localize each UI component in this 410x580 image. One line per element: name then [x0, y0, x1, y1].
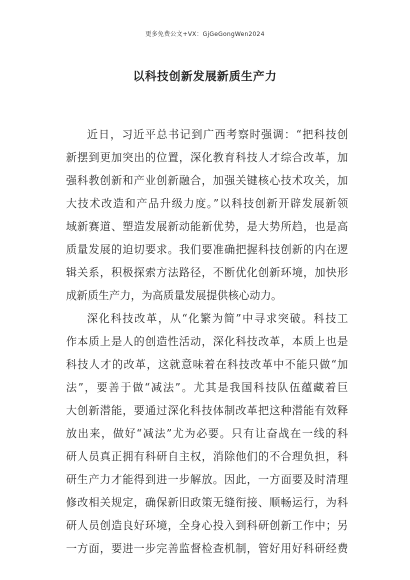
body-line: 深化科技改革，从“化繁为简”中寻求突破。科技工	[87, 312, 348, 325]
body-line: 近日，习近平总书记到广西考察时强调：“把科技创	[87, 128, 348, 141]
body-line: 研生产力才能得到进一步解放。因此，一方面要及时清理	[66, 473, 348, 486]
body-line: 放出来，做好“减法”尤为必要。只有让奋战在一线的科	[66, 427, 348, 440]
body-line: 法”，要善于做“减法”。尤其是我国科技队伍蕴藏着巨	[66, 381, 348, 394]
body-line: 科技人才的改革，这就意味着在科技改革中不能只做“加	[66, 358, 348, 371]
body-line: 域新赛道、塑造发展新动能新优势，是大势所趋，也是高	[66, 220, 348, 233]
body-line: 大创新潜能，要通过深化科技体制改革把这种潜能有效释	[66, 404, 348, 417]
header-note: 更多免费公文+VX：GjGeGongWen2024	[145, 31, 265, 38]
body-line: 研人员创造良好环境，全身心投入到科研创新工作中；另	[66, 519, 348, 532]
body-line: 强科教创新和产业创新融合，加强关键核心技术攻关，加	[66, 174, 348, 187]
body-line: 修改相关规定，确保新旧政策无缝衔接、顺畅运行，为科	[66, 496, 348, 509]
body-line: 辑关系，积极探索方法路径，不断优化创新环境，加快形	[66, 266, 348, 279]
body-line: 新摆到更加突出的位置，深化教育科技人才综合改革，加	[66, 151, 348, 164]
body-line: 作本质上是人的创造性活动，深化科技改革，本质上也是	[66, 335, 348, 348]
body-line: 大技术改造和产品升级力度。”以科技创新开辟发展新领	[66, 197, 348, 210]
document-title: 以科技创新发展新质生产力	[133, 69, 277, 83]
document-body	[66, 123, 348, 560]
body-line: 成新质生产力，为高质量发展提供核心动力。	[66, 289, 282, 302]
body-line: 一方面，要进一步完善监督检查机制，管好用好科研经费	[66, 542, 348, 555]
body-line: 研人员真正拥有科研自主权，消除他们的不合理负担，科	[66, 450, 348, 463]
body-line: 质量发展的迫切要求。我们要准确把握科技创新的内在逻	[66, 243, 348, 256]
